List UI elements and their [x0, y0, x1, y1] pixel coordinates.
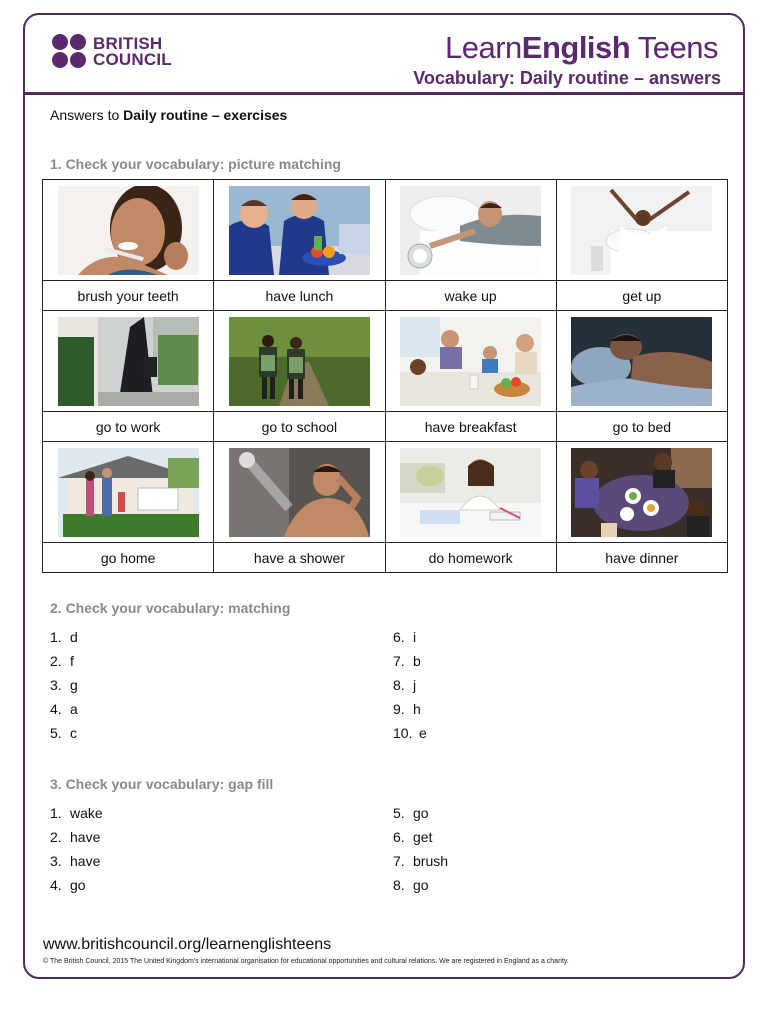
item-number: 1.: [50, 629, 62, 645]
picture-cell: [43, 180, 214, 281]
item-answer: go: [413, 877, 429, 893]
go-to-work-picture-icon: [58, 317, 199, 406]
intro-bold: Daily routine – exercises: [123, 107, 288, 123]
item-answer: c: [70, 725, 77, 741]
picture-cell: [385, 442, 556, 543]
list-item: [50, 697, 78, 721]
list-item: [393, 625, 427, 649]
item-number: 5.: [393, 805, 405, 821]
label-cell: go to work: [43, 412, 214, 442]
list-item: [50, 625, 78, 649]
label-cell: have a shower: [214, 543, 385, 573]
list-item: [50, 849, 103, 873]
intro-line: [50, 107, 287, 123]
go-to-bed-picture-icon: [571, 317, 712, 406]
label-cell: brush your teeth: [43, 281, 214, 311]
list-item: [50, 873, 103, 897]
item-number: 7.: [393, 653, 405, 669]
matching-answers-left: [50, 625, 78, 745]
list-item: [393, 649, 427, 673]
picture-matching-table: [42, 179, 728, 573]
get-up-picture-icon: [571, 186, 712, 275]
item-answer: b: [413, 653, 421, 669]
item-answer: brush: [413, 853, 449, 869]
label-cell: have dinner: [556, 543, 727, 573]
footer-url-link[interactable]: www.britishcouncil.org/learnenglishteens: [43, 936, 332, 953]
label-cell: have breakfast: [385, 412, 556, 442]
section-2-heading: 2. Check your vocabulary: matching: [50, 600, 291, 616]
list-item: [50, 673, 78, 697]
label-cell: get up: [556, 281, 727, 311]
logo-line-1: BRITISH: [93, 34, 163, 53]
item-answer: i: [413, 629, 417, 645]
item-answer: go: [70, 877, 86, 893]
list-item: [393, 801, 448, 825]
item-number: 4.: [50, 877, 62, 893]
label-cell: do homework: [385, 543, 556, 573]
picture-cell: [43, 442, 214, 543]
list-item: [50, 825, 103, 849]
picture-cell: [214, 442, 385, 543]
item-number: 1.: [50, 805, 62, 821]
go-to-school-picture-icon: [229, 317, 370, 406]
item-number: 8.: [393, 877, 405, 893]
item-answer: d: [70, 629, 78, 645]
item-answer: get: [413, 829, 433, 845]
page-title: Vocabulary: Daily routine – answers: [413, 68, 721, 88]
label-cell: go home: [43, 543, 214, 573]
list-item: [50, 721, 78, 745]
brush-teeth-picture-icon: [58, 186, 199, 275]
matching-answers-right: [393, 625, 427, 745]
item-answer: a: [70, 701, 78, 717]
british-council-dots-icon: [52, 34, 88, 70]
item-answer: go: [413, 805, 429, 821]
picture-cell: [556, 311, 727, 412]
picture-cell: [385, 311, 556, 412]
gap-fill-answers-left: [50, 801, 103, 897]
picture-cell: [214, 311, 385, 412]
item-answer: h: [413, 701, 421, 717]
picture-cell: [43, 311, 214, 412]
label-cell: go to bed: [556, 412, 727, 442]
learnenglish-teens-brand: [445, 30, 718, 66]
item-number: 7.: [393, 853, 405, 869]
list-item: [50, 801, 103, 825]
section-1-heading: 1. Check your vocabulary: picture matching: [50, 156, 341, 172]
header-rule: [23, 92, 745, 95]
wake-up-picture-icon: [400, 186, 541, 275]
item-number: 6.: [393, 629, 405, 645]
label-cell: wake up: [385, 281, 556, 311]
item-answer: j: [413, 677, 417, 693]
brand-part-2: English: [521, 30, 631, 65]
have-lunch-picture-icon: [229, 186, 370, 275]
item-number: 10.: [393, 725, 413, 741]
item-number: 8.: [393, 677, 405, 693]
intro-prefix: Answers to: [50, 107, 124, 123]
gap-fill-answers-right: [393, 801, 448, 897]
have-breakfast-picture-icon: [400, 317, 541, 406]
item-number: 2.: [50, 653, 62, 669]
section-3-heading: 3. Check your vocabulary: gap fill: [50, 776, 274, 792]
brand-part-1: Learn: [444, 30, 522, 65]
british-council-logo: [52, 34, 172, 70]
footer-copyright: © The British Council, 2015 The United Kingdom's international organisation for educational opportunities and cultural relations. We are registered in England as a charity.: [43, 958, 569, 965]
list-item: [393, 697, 427, 721]
item-answer: f: [70, 653, 74, 669]
picture-cell: [214, 180, 385, 281]
item-number: 3.: [50, 853, 62, 869]
brand-part-3: Teens: [630, 30, 718, 65]
item-answer: e: [419, 725, 427, 741]
item-number: 5.: [50, 725, 62, 741]
picture-cell: [556, 442, 727, 543]
list-item: [393, 849, 448, 873]
item-number: 6.: [393, 829, 405, 845]
label-cell: have lunch: [214, 281, 385, 311]
item-answer: g: [70, 677, 78, 693]
logo-line-2: COUNCIL: [93, 50, 172, 69]
list-item: [393, 825, 448, 849]
list-item: [393, 673, 427, 697]
item-number: 4.: [50, 701, 62, 717]
item-answer: have: [70, 853, 101, 869]
picture-cell: [385, 180, 556, 281]
list-item: [393, 873, 448, 897]
do-homework-picture-icon: [400, 448, 541, 537]
list-item: [393, 721, 427, 745]
label-cell: go to school: [214, 412, 385, 442]
item-number: 9.: [393, 701, 405, 717]
go-home-picture-icon: [58, 448, 199, 537]
item-answer: have: [70, 829, 101, 845]
item-answer: wake: [70, 805, 103, 821]
have-dinner-picture-icon: [571, 448, 712, 537]
item-number: 3.: [50, 677, 62, 693]
picture-cell: [556, 180, 727, 281]
item-number: 2.: [50, 829, 62, 845]
list-item: [50, 649, 78, 673]
have-a-shower-picture-icon: [229, 448, 370, 537]
